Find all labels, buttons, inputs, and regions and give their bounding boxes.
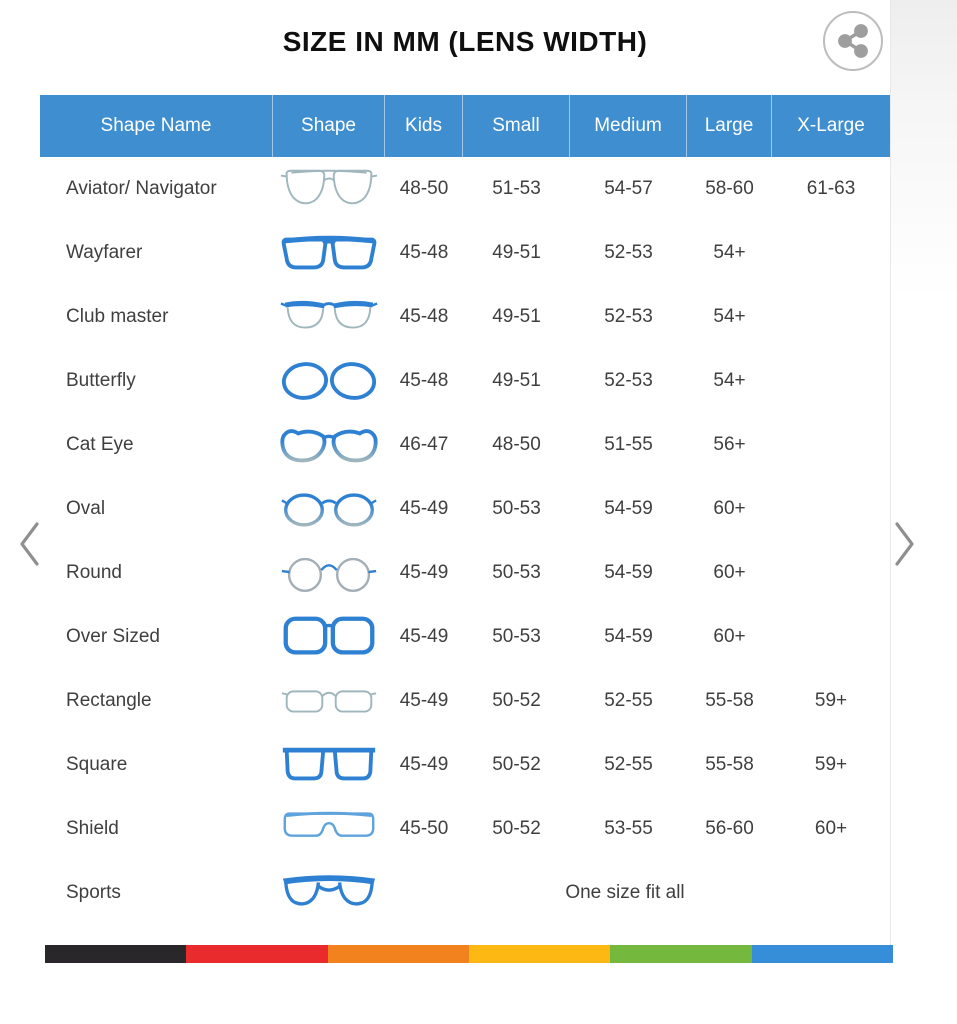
butterfly-glasses-icon	[279, 357, 379, 405]
size-cell-medium: 53-55	[604, 818, 653, 839]
share-button[interactable]	[823, 11, 883, 71]
chevron-right-icon	[892, 518, 918, 570]
stripe-segment	[186, 945, 327, 963]
size-cell-small: 49-51	[492, 242, 541, 263]
shield-glasses-icon	[279, 805, 379, 853]
rectangle-glasses-icon	[279, 677, 379, 725]
carousel-next-button[interactable]	[892, 518, 918, 570]
stripe-segment	[469, 945, 610, 963]
shape-name-cell: Wayfarer	[66, 242, 143, 263]
size-cell-small: 50-53	[492, 498, 541, 519]
size-cell-xlarge: 61-63	[806, 178, 856, 199]
size-cell-small: 49-51	[492, 370, 541, 391]
size-cell-medium: 52-53	[604, 242, 653, 263]
carousel-slide-edge	[890, 0, 957, 963]
size-cell-kids: 45-48	[399, 306, 449, 327]
size-cell-kids: 46-47	[399, 434, 449, 455]
size-cell-small: 50-52	[492, 818, 541, 839]
shape-icon-cell	[273, 229, 385, 277]
table-row	[40, 477, 890, 541]
shape-name-cell: Rectangle	[66, 690, 152, 711]
size-cell-medium: 54-59	[604, 562, 653, 583]
table-row	[40, 413, 890, 477]
shape-name-cell: Butterfly	[66, 370, 136, 391]
size-cell-kids: 48-50	[399, 178, 449, 199]
shape-name-cell: Club master	[66, 306, 169, 327]
size-cell-large: 60+	[713, 562, 746, 583]
table-row	[40, 605, 890, 669]
table-row	[40, 157, 890, 221]
size-cell-medium: 52-55	[604, 754, 653, 775]
table-header	[40, 95, 890, 157]
size-cell-large: 60+	[713, 626, 746, 647]
share-icon	[837, 24, 869, 58]
shape-icon-cell	[273, 613, 385, 661]
carousel-prev-button[interactable]	[16, 518, 42, 570]
table-row	[40, 669, 890, 733]
shape-name-cell: Oval	[66, 498, 106, 519]
column-header-large: Large	[687, 95, 772, 157]
size-cell-small: 50-52	[492, 754, 541, 775]
column-header-kids: Kids	[385, 95, 463, 157]
size-cell-large: 54+	[713, 306, 746, 327]
shape-icon-cell	[273, 869, 385, 917]
size-cell-small: 49-51	[492, 306, 541, 327]
shape-icon-cell	[273, 293, 385, 341]
size-cell-small: 50-53	[492, 626, 541, 647]
size-cell-medium: 54-59	[604, 626, 653, 647]
size-cell-kids: 45-49	[399, 754, 449, 775]
size-cell-kids: 45-48	[399, 370, 449, 391]
page-title: SIZE IN MM (LENS WIDTH)	[282, 26, 648, 57]
table-row	[40, 797, 890, 861]
size-cell-kids: 45-49	[399, 498, 449, 519]
shape-name-cell: Aviator/ Navigator	[66, 178, 217, 199]
size-cell-medium: 51-55	[604, 434, 653, 455]
size-cell-kids: 45-48	[399, 242, 449, 263]
table-row	[40, 733, 890, 797]
size-cell-large: 60+	[713, 498, 746, 519]
stripe-segment	[328, 945, 469, 963]
stripe-segment	[610, 945, 751, 963]
table-row	[40, 861, 890, 925]
shape-name-cell: Cat Eye	[66, 434, 134, 455]
column-header-medium: Medium	[570, 95, 687, 157]
table-row	[40, 221, 890, 285]
square-glasses-icon	[279, 741, 379, 789]
size-cell-large: 56-60	[705, 818, 754, 839]
shape-icon-cell	[273, 741, 385, 789]
size-cell-xlarge: 59+	[814, 754, 848, 775]
size-cell-small: 51-53	[492, 178, 541, 199]
size-cell-kids: 45-50	[399, 818, 449, 839]
cateye-glasses-icon	[279, 421, 379, 469]
shape-name-cell: Round	[66, 562, 122, 583]
brand-color-stripe	[45, 945, 893, 963]
size-cell-xlarge: 60+	[814, 818, 848, 839]
size-cell-large: 54+	[713, 370, 746, 391]
size-cell-large: 58-60	[705, 178, 754, 199]
size-cell-medium: 52-53	[604, 306, 653, 327]
shape-icon-cell	[273, 805, 385, 853]
size-cell-kids: 45-49	[399, 690, 449, 711]
size-cell-medium: 54-57	[604, 178, 653, 199]
shape-icon-cell	[273, 421, 385, 469]
table-row	[40, 541, 890, 605]
stripe-segment	[45, 945, 186, 963]
shape-name-cell: Square	[66, 754, 128, 775]
stripe-segment	[752, 945, 893, 963]
size-cell-large: 56+	[713, 434, 746, 455]
size-cell-medium: 54-59	[604, 498, 653, 519]
size-cell-xlarge: 59+	[814, 690, 848, 711]
chevron-left-icon	[16, 518, 42, 570]
column-header-x-large: X-Large	[797, 115, 865, 136]
size-cell-medium: 52-53	[604, 370, 653, 391]
size-cell-large: 55-58	[705, 690, 754, 711]
table-row	[40, 285, 890, 349]
table-row	[40, 349, 890, 413]
column-header-shape: Shape	[273, 95, 385, 157]
shape-icon-cell	[273, 677, 385, 725]
table-body	[40, 157, 890, 925]
size-cell-large: 54+	[713, 242, 746, 263]
size-cell-medium: 52-55	[604, 690, 653, 711]
shape-name-cell: Shield	[66, 818, 119, 839]
round-glasses-icon	[279, 549, 379, 597]
size-cell-small: 50-53	[492, 562, 541, 583]
size-cell-small: 48-50	[492, 434, 541, 455]
shape-icon-cell	[273, 549, 385, 597]
size-cell-kids: 45-49	[399, 626, 449, 647]
shape-icon-cell	[273, 165, 385, 213]
oversized-glasses-icon	[279, 613, 379, 661]
wayfarer-glasses-icon	[279, 229, 379, 277]
one-size-cell: One size fit all	[565, 882, 685, 903]
size-cell-kids: 45-49	[399, 562, 449, 583]
column-header-shape-name: Shape Name	[40, 95, 273, 157]
shape-icon-cell	[273, 485, 385, 533]
column-header-small: Small	[463, 95, 570, 157]
aviator-glasses-icon	[279, 165, 379, 213]
clubmaster-glasses-icon	[279, 293, 379, 341]
size-cell-large: 55-58	[705, 754, 754, 775]
size-cell-small: 50-52	[492, 690, 541, 711]
shape-name-cell: Over Sized	[66, 626, 160, 647]
sports-glasses-icon	[279, 869, 379, 917]
shape-icon-cell	[273, 357, 385, 405]
oval-glasses-icon	[279, 485, 379, 533]
shape-name-cell: Sports	[66, 882, 121, 903]
